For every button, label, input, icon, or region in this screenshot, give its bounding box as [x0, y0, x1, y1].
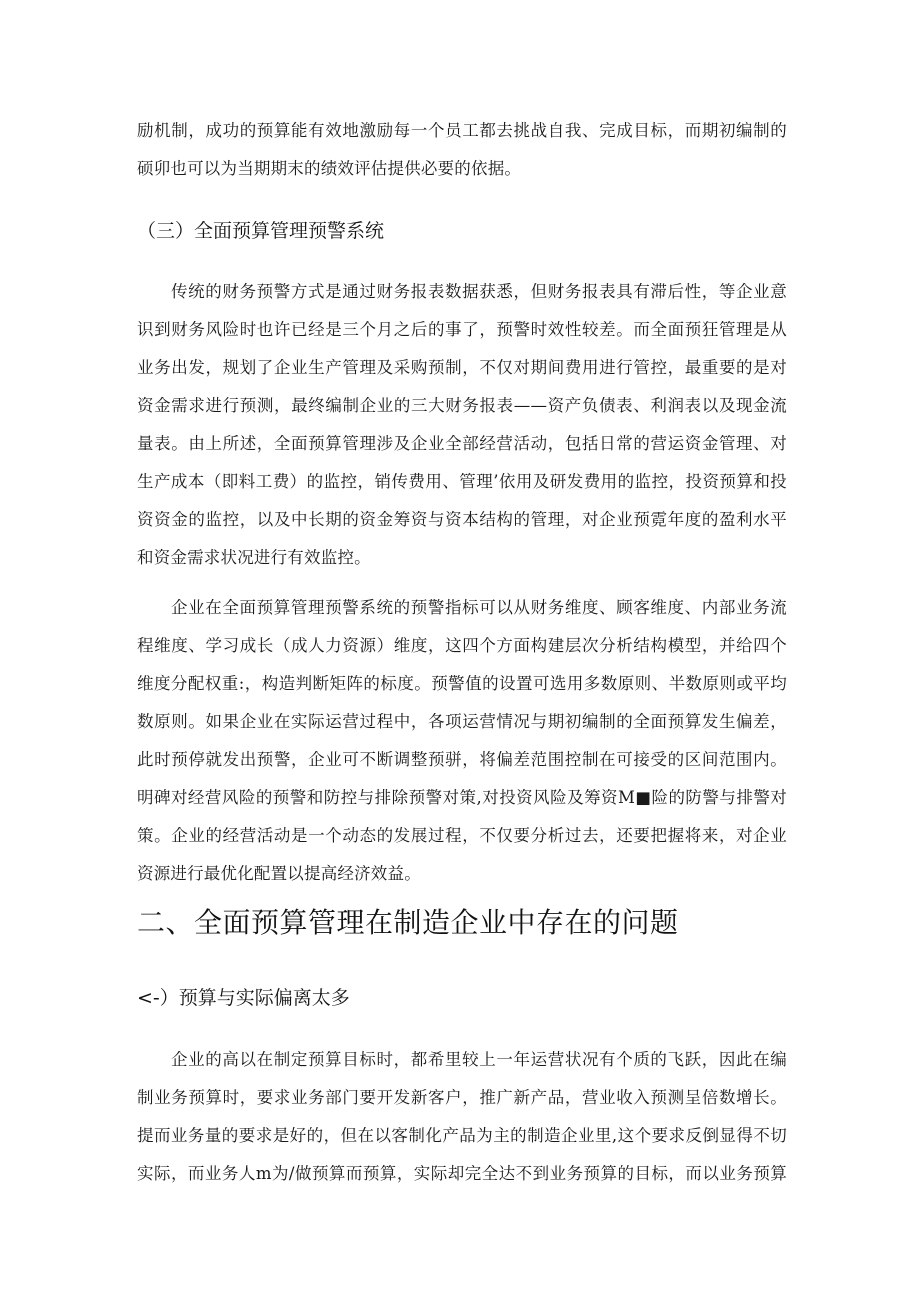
paragraph-line: 量表。由上所述，全面预算管理涉及企业全部经营活动，包括日常的营运资金管理、对	[137, 434, 787, 453]
paragraph-line: 维度分配权重:，构造判断矩阵的标度。预警值的设置可选用多数原则、半数原则或平均	[137, 674, 787, 693]
paragraph-line: 企业的高以在制定预算目标时，都希里较上一年运营状况有个质的飞跃，因此在编	[171, 1050, 787, 1069]
paragraph-line: 提而业务量的要求是好的，但在以客制化产品为主的制造企业里,这个要求反倒显得不切	[137, 1126, 787, 1145]
paragraph-line: 企业在全面预算管理预警系统的预警指标可以从财务维度、顾客维度、内部业务流	[171, 598, 787, 617]
subsection-heading: （三）全面预算管理预警系统	[137, 220, 385, 242]
paragraph-line: 资资金的监控，以及中长期的资金筹资与资本结构的管理，对企业预霓年度的盈利水平	[137, 510, 787, 529]
section-heading: 二、全面预算管理在制造企业中存在的问题	[137, 906, 679, 939]
paragraph-line: 策。企业的经营活动是一个动态的发展过程，不仅要分析过去，还要把握将来，对企业	[137, 826, 787, 845]
paragraph-line: 制业务预算时，要求业务部门要开发新客户，推广新产品，营业收入预测呈倍数增长。	[137, 1088, 787, 1107]
paragraph-line: 传统的财务预警方式是通过财务报表数据获悉，但财务报表具有滞后性，等企业意	[171, 282, 787, 301]
paragraph-line: 励机制，成功的预算能有效地激励每一个员工都去挑战自我、完成目标，而期初编制的	[137, 121, 787, 140]
paragraph-line: 程维度、学习成长（成人力资源）维度，这四个方面构建层次分析结构模型，并给四个	[137, 636, 787, 655]
paragraph-line: 数原则。如果企业在实际运营过程中，各项运营情况与期初编制的全面预算发生偏差，	[137, 712, 787, 731]
paragraph-line: 此时预停就发出预警，企业可不断调整预骈，将偏差范围控制在可接受的区间范围内。	[137, 750, 787, 769]
paragraph-line: 资源进行最优化配置以提高经济效益。	[137, 864, 421, 883]
paragraph-line: 业务出发，规划了企业生产管理及采购预制，不仅对期间费用进行管控，最重要的是对	[137, 358, 787, 377]
paragraph-line: 资金需求进行预测，最终编制企业的三大财务报表——资产负债表、利润表以及现金流	[137, 396, 787, 415]
paragraph-line: 识到财务风险时也许已经是三个月之后的事了，预警时效性较差。而全面预狂管理是从	[137, 320, 787, 339]
subsection-heading: <-）预算与实际偏离太多	[137, 987, 350, 1009]
paragraph-line: 硕卯也可以为当期期末的绩效评估提供必要的依据。	[137, 159, 522, 178]
paragraph-line: 明碑对经营风险的预警和防控与排除预警对策,对投资风险及筹资M■险的防警与排警对	[137, 788, 787, 807]
paragraph-line: 生产成本（即料工费）的监控，销传费用、管理’依用及研发费用的监控，投资预算和投	[137, 472, 787, 491]
paragraph-line: 实际，而业务人m为/做预算而预算，实际却完全达不到业务预算的目标，而以业务预算	[137, 1164, 787, 1183]
paragraph-line: 和资金需求状况进行有效监控。	[137, 548, 371, 567]
